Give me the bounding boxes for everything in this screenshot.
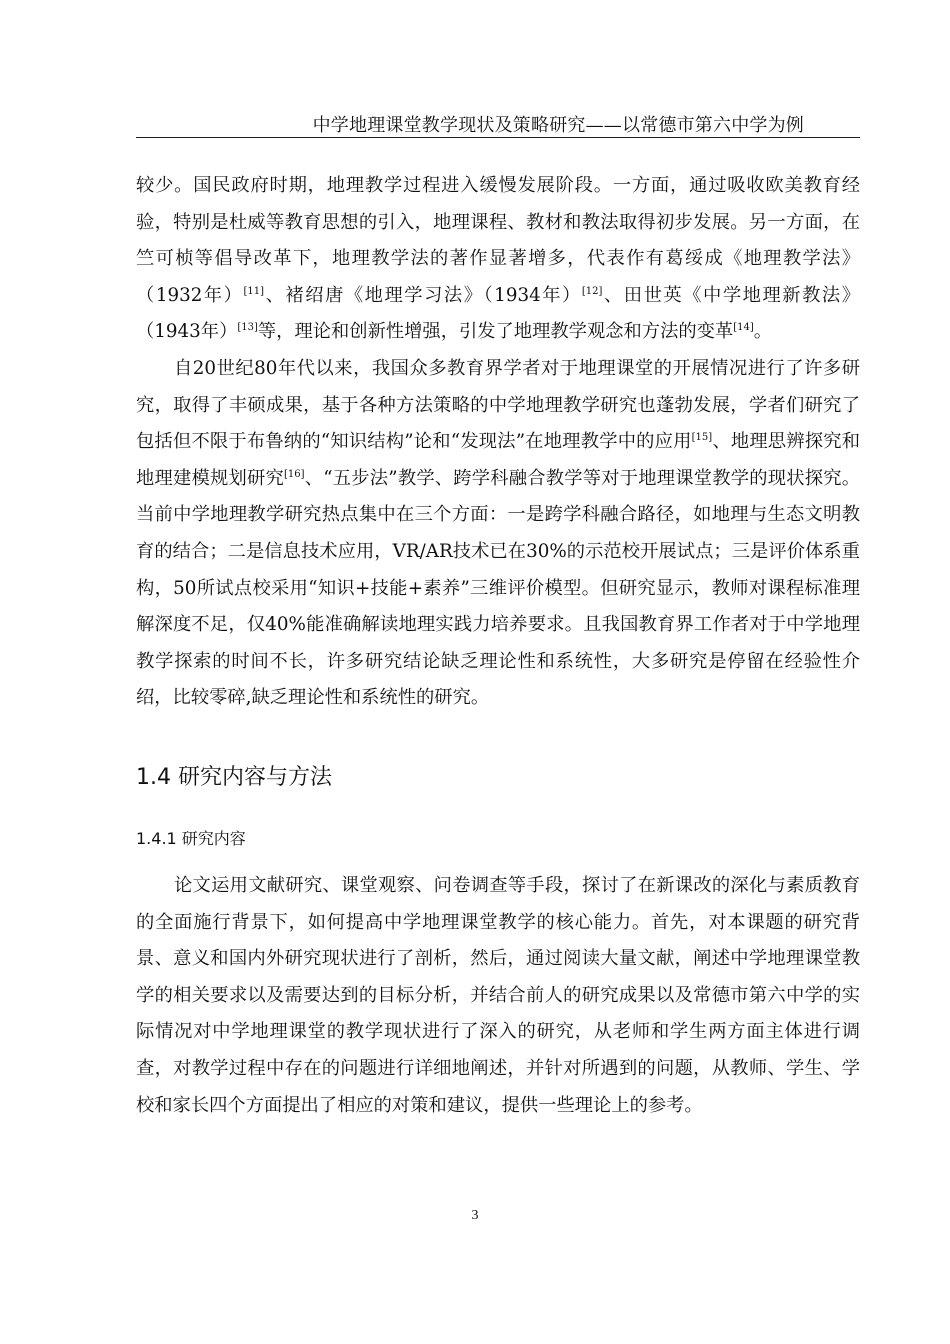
text-run: 等，理论和创新性增强，引发了地理教学观念和方法的变革: [257, 321, 734, 343]
citation-ref: [13]: [237, 322, 258, 334]
paragraph-research-status: [136, 351, 860, 717]
citation-ref: [15]: [691, 432, 713, 444]
paragraph-research-content: 论文运用文献研究、课堂观察、问卷调查等手段，探讨了在新课改的深化与素质教育的全面施行背景下，如何提高中学地理课堂教学的核心能力。首先，对本课题的研究背景、意义和国内外研究现状进行了剖析，然后，通过阅读大量文献，阐述中学地理课堂教学的相关要求以及需要达到的目标分析，并结合前人的研究成果以及常德市第六中学的实际情况对中学地理课堂的教学现状进行了深入的研究，从老师和学生两方面主体进行调查，对教学过程中存在的问题进行详细地阐述，并针对所遇到的问题，从教师、学生、学校和家长四个方面提出了相应的对策和建议，提供一些理论上的参考。: [136, 875, 860, 1116]
text-run: 、地理思辨探究和地理建模规划研究: [136, 431, 860, 489]
running-header-title: 中学地理课堂教学现状及策略研究——以常德市第六中学为例: [312, 115, 804, 136]
citation-ref: [11]: [243, 285, 265, 297]
text-run: 、田世英《中学地理新教法》（1943年）: [136, 284, 860, 343]
page-number: 3: [471, 1208, 479, 1223]
text-run: 。: [753, 321, 773, 343]
citation-ref: [12]: [581, 285, 603, 297]
body-section-a: [136, 168, 860, 717]
citation-ref: [14]: [733, 322, 754, 334]
text-run: 较少。国民政府时期，地理教学过程进入缓慢发展阶段。一方面，通过吸收欧美教育经验，特别是杜威等教育思想的引入，地理课程、教材和教法取得初步发展。另一方面，在竺可桢等倡导改革下，地理教学法的著作显著增多，代表作有葛绥成《地理教学法》（1932年）: [136, 175, 860, 306]
text-run: 、“五步法”教学、跨学科融合教学等对于地理课堂教学的现状探究。当前中学地理教学研究热点集中在三个方面：一是跨学科融合路径，如地理与生态文明教育的结合；二是信息技术应用，VR/AR技术已在30%的示范校开展试点；三是评价体系重构，50所试点校采用“知识+技能+素养”三维评价模型。但研究显示，教师对课程标准理解深度不足，仅40%能准确解读地理实践力培养要求。且我国教育界工作者对于中学地理教学探索的时间不长，许多研究结论缺乏理论性和系统性，大多研究是停留在经验性介绍，比较零碎,缺乏理论性和系统性的研究。: [136, 467, 860, 709]
citation-ref: [16]: [283, 468, 305, 480]
subsection-heading: 1.4.1 研究内容: [136, 829, 246, 848]
paragraph-history: [136, 168, 860, 351]
body-section-b: [136, 868, 860, 1124]
section-heading: 1.4 研究内容与方法: [136, 765, 332, 790]
text-run: 、褚绍唐《地理学习法》（1934年）: [264, 284, 582, 306]
running-header: [136, 107, 860, 138]
text-run: 自20世纪80年代以来，我国众多教育界学者对于地理课堂的开展情况进行了许多研究，取得了丰硕成果，基于各种方法策略的中学地理教学研究也蓬勃发展，学者们研究了包括但不限于布鲁纳的“知识结构”论和“发现法”在地理教学中的应用: [136, 357, 860, 453]
